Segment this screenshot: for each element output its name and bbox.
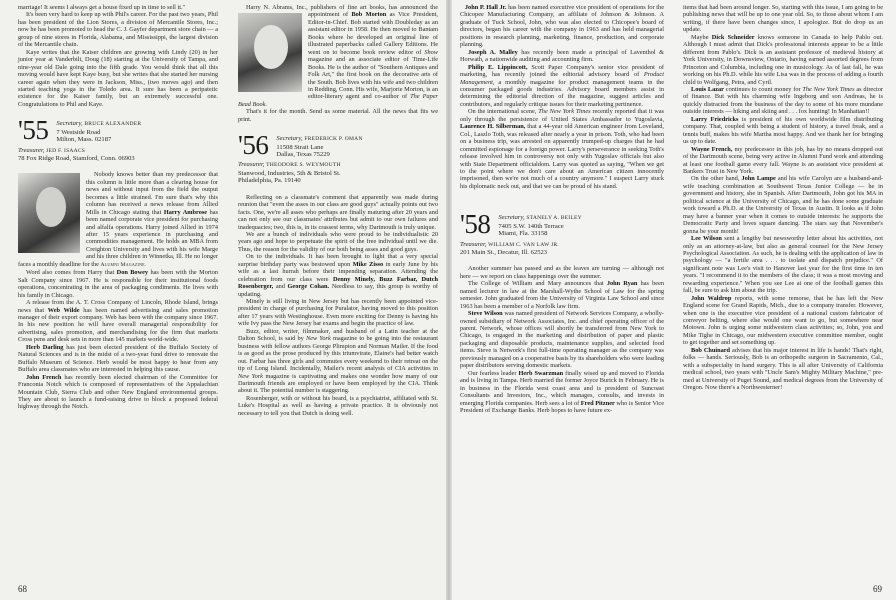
treasurer-name: WILLIAM C. VAN LAW JR.	[488, 241, 559, 248]
person-name: Bob Chuinard	[691, 346, 731, 354]
person-name: Philip E. Lippincott,	[468, 63, 528, 71]
paragraph: It's been very hard to keep up with Phil's career. For the past two years, Phil has been president of the Lion Stores, a division of Mercantile Stores, Inc.; now he has been promoted to head the C. J. Gayfer department store chain — a group of nine stores in Florida, Alabama, and Mississippi, the largest division of the Mercantile chain.	[18, 11, 218, 49]
secretary-name: STANELY A. BEILEY	[526, 215, 582, 222]
class-year: '56	[238, 130, 269, 161]
paragraph: Buzz, editor, writer, filmmaker, and husband of a Latin teacher at the Dalton School, is said by New York magazine to be going into the restaurant business with fellow authors George Plimpton and Norman Mailer. If the food is as good as the prose produced by this triumvirate, Elaine's had better watch out. Farbar has three girls and commutes every weekend to their retreat on the tip of Long Island. Incidentally, Mailer's recent analysis of CIA activities in New York magazine is captivating and makes one wonder how many of our Dartmouth friends are employed or have been employed by the CIA. Think about it. The potential number is staggering.	[238, 327, 439, 395]
column-6	[683, 4, 883, 392]
paragraph: On to the individuals. It has been brought to light that a very special surprise birthday party was bestowed upon Mike Zisso in early June by his wife as a last hurrah before their impending separation. Attending the celebration from our class were Denny Minely, Buzz Farbar, Dutch Rosenberger, and George Cohan. Needless to say, this group is worthy of updating.	[238, 253, 439, 298]
newspaper-title: The New York Times	[802, 85, 855, 93]
person-name: Steve Wilson	[468, 310, 503, 318]
photo-harry-ambrose	[18, 173, 80, 253]
paragraph: On the international scene, The New York Times recently reported that it was only through the persistence of United States Ambassador to Yugoslavia, Laurence H. Silberman, that a 44-year old American engineer from Loveland, Col., Laszlo Toth, was released after nearly a year in prison. Toth, who had been on a business trip, was arrested on apparently trumped-up charges that he had committed espionage for a foreign power. Larry's perseverance in seeking Toth's release involved him in controversy not only with Yugoslav officials but also with State Department officialdom. Larry was quoted as saying, "When we get to the point where we don't care about an American citizen innocently imprisoned, then we're not much of a country anymore." I suspect Larry stuck his diplomatic neck out, and that we can be proud of his stand.	[460, 108, 665, 190]
address-line: 7405 S.W. 140th Terrace	[498, 222, 564, 230]
paragraph: Reflecting on a classmate's comment that apparently was made during reunion that "even the asses in our class are good guys" actually points out two facts. One, we're all asses who perhaps are finally maturing after 20 years and can not only see our classmates' attributes but admit to our own failures and inadequacies; two, this is, in its crassest terms, why Dartmouth is truly unique.	[238, 193, 438, 231]
secretary-label: Secretary,	[498, 214, 525, 222]
treasurer-label: Treasurer,	[238, 161, 265, 169]
class-year: '55	[18, 115, 49, 146]
person-name: Web Wilde	[47, 306, 80, 314]
person-names: Denny Minely, Buzz Farbar, Dutch Rosenberger,	[238, 275, 438, 291]
paragraph: On the other hand, John Lampe and his wife Carolyn are a husband-and-wife teaching combination at Southwest Texas Junior College — he in government and history, she in Spanish. After Dartmouth, John got his MA in political science at the University of Chicago, and he has done some graduate work toward a Ph.D. at the University of Texas in Austin. It looks as if John may have a banner year when it comes to outside interests: he supports the Democratic Party and loves square dancing. The stars say that November's gonna be your month!	[683, 175, 884, 235]
address-line: Dallas, Texas 75229	[276, 151, 330, 159]
person-name: Herb Swarzman	[518, 369, 564, 377]
paragraph: A release from the A. T. Cross Company of Lincoln, Rhode Island, brings news that Web Wilde has been named advertising and sales promotion manager of their export company. Web has been with the company since 1967. In his new position he will have overall managerial responsibility for advertising, sales promotion, and merchandising for the firm that markets Cross pens and desk sets in more than 145 markets world-wide.	[18, 299, 218, 344]
person-name: Fred Pitzner	[580, 399, 615, 407]
treasurer-address	[460, 241, 664, 257]
person-name: Lee Wilson	[691, 235, 722, 243]
paragraph: Herb Darling has just been elected president of the Buffalo Society of Natural Sciences and is in the midst of a two-year fund drive to renovate the Buffalo Museum of Science. Herb would be most happy to hear from any Buffalo area classmates who are interested in helping this cause.	[18, 343, 218, 374]
paragraph: marriage! It seems I always get a house fixed up in time to sell it."	[18, 4, 186, 11]
paragraph: Lee Wilson sent a lengthy but newsworthy letter about his activities, not only as an attorney-at-law, but also as general counsel for the New Jersey Psychological Association. As such, he is dealing with the application of law in psychology — "a fertile area . . . to isolate and dispatch prejudice." Of significant note was Lee's visit to Hanover last year for the first time in ten years. "I recommend it to the members of the class; it was a most moving and rewarding experience." When you see Lee at one of the football games this fall, be sure to ask him about the trip.	[683, 235, 883, 295]
treasurer-name: THEODORE S. WEYMOUTH	[266, 162, 341, 169]
paragraph: Minely is still living in New Jersey but has recently been appointed vice-president in charge of purchasing for Puralator, having moved to this position after 17 years with Westinghouse. Even more exciting for Denny is having his wife Ivy pass the New Jersey bar exams and begin the practice of law.	[238, 298, 438, 328]
treasurer-name: JED F. ISAACS	[46, 147, 86, 154]
paragraph: Larry Friedricks is president of his own worldwide film distributing company. That, coupled with being a student of history, a travel freak, and a tennis buff, makes his wife Martha most happy. And we thank her for bringing us up to date.	[683, 115, 884, 146]
paragraph: That's it for the month. Send us some material. All the news that fits we print.	[238, 108, 438, 123]
secretary-address	[56, 118, 141, 143]
paragraph: Harry N. Abrams, Inc., publishers of fine art books, has announced the appointment of Bob Morton as Vice President, Editor-in-Chief. Bob started with Doubleday as an assistant editor in 1958. He then moved to Bantam Books where he developed an original line of illustrated paperbacks called Gallery Editions. He went on to become book review editor of Show magazine and an associate editor of Time-Life Books. He is the author of "Southern Antiques and Folk Art," the first book on the decorative arts of the South. Bob lives with his wife and two children in Redding, Conn. His wife, Marjorie Morton, is an editor-literary agent and co-author of The Paper Bead Book.	[238, 4, 438, 108]
person-name: Mike Zisso	[352, 260, 384, 268]
page-number-left: 68	[18, 584, 27, 594]
address-line: Philadelphia, Pa. 19140	[238, 177, 301, 185]
paragraph: John Waldrop reports, with some remorse, that he has left the New England scene for Grand Rapids, Mich., due to a company transfer. However, when one is the executive vice president of a national custom fabricator of conveyor belting, where else would one want to go, but somewhere near Motown. John is urging some midwestern class activities; so, John, you and Mike Tighe in Chicago, our midwestern executive committee member, ought to get together and set something up.	[683, 294, 883, 347]
secretary-name: FREDERICK P. OMAN	[304, 136, 363, 143]
treasurer-label: Treasurer,	[460, 240, 487, 248]
column-2	[238, 4, 438, 417]
paragraph: Nobody knows better than my predecessor that this column is little more than a clearing house for news and without input from the field the output becomes a little strained. I'm sure that's why this column has received a news release from Allied Mills in Chicago stating that Harry Ambrose has been named corporate vice president for purchasing and alfalfa operations. Harry joined Allied in 1974 after 15 years experience in purchasing and commodities management. He holds an MBA from Creighton University and lives with his wife Marge and his three children in Winnetka, Ill. He no longer faces a monthly deadline for the Alumni Magazine.	[18, 171, 218, 268]
person-name: Louis Lazar	[691, 85, 724, 93]
person-name: Joseph A. Malley	[468, 48, 518, 56]
page-number-right: 69	[873, 584, 882, 594]
paragraph: Word also comes from Harry that Don Bowey has been with the Morton Salt Company since 1967. He is responsible for their institutional foods operations, concentrating in the area of packaging condiments. He lives with his family in Chicago.	[18, 269, 218, 299]
address-line: 201 Main St., Decatur, Ill. 62523	[460, 248, 548, 256]
address-line: 7 Westside Road	[56, 128, 101, 136]
column-4	[460, 4, 664, 414]
person-name: Wayne French,	[691, 145, 733, 153]
magazine-title: Product Management,	[460, 71, 664, 86]
secretary-name: BRUCE ALEXANDER	[84, 121, 142, 128]
person-name: John French	[26, 373, 62, 381]
address-line: 11508 Strait Lane	[276, 143, 324, 151]
person-name: Harry Ambrose	[163, 208, 208, 216]
book-title: The Paper Bead Book.	[238, 93, 438, 108]
person-name: John Waldrop	[691, 294, 732, 302]
secretary-address	[498, 212, 581, 237]
person-name: Larry Friedricks	[691, 115, 739, 123]
magazine-title: New York	[306, 335, 331, 343]
paragraph: Wayne French, my predecessor in this job, has by no means dropped out of the Dartmouth scene, being very active in Alumni Fund work and attending at least one football game every fall. Wayne is an assistant vice president at Bankers Trust in New York.	[683, 145, 883, 175]
address-line: Miami, Fla. 33158	[498, 230, 548, 238]
person-name: Laurence H. Silberman,	[460, 123, 526, 131]
paragraph: Another summer has passed and as the leaves are turning — although not here — we report on class happenings over the summer.	[460, 265, 664, 280]
treasurer-label: Treasurer,	[18, 146, 45, 154]
paragraph: Kaye writes that the Kaiser children are growing with Lindy (20) in her junior year at Vanderbilt, Doug (18) starting at the University of Tampa, and nine-year old Dale going into the fifth grade. You would think that all this moving would have kept Kaye busy, but she writes that she started her nursing career again when they were in Jackson, Miss., (two moves ago) and then started teaching yoga in the Toledo area. It sure has been a peripatetic existence for the Kaiser family, but an extremely successful one. Congratulations to Phil and Kaye.	[18, 48, 218, 108]
person-name: Don Bowey	[116, 269, 149, 277]
paragraph: John French has recently been elected chairman of the Committee for Franconia Notch which is composed of representatives of the Appalachian Mountain Club, Sierra Club and other New England environmental groups. They are about to launch a fund-raising drive to block a proposed federal highway through the Notch.	[18, 373, 218, 411]
address-line: Stanwood, Industries, 5th & Bristol St.	[238, 169, 341, 177]
person-name: John P. Hall Jr.	[464, 4, 507, 11]
treasurer-address	[238, 161, 438, 184]
secretary-address	[276, 133, 362, 158]
person-name: Dick Schneider	[711, 33, 755, 41]
magazine-title: New York	[238, 372, 263, 380]
paragraph: Steve Wilson was named president of Network Services Company, a wholly-owned subsidiary of Network Associates, Inc. and chief operating officer of the parent. Network, whose offices will shortly be transferred from New York to Chicago, is engaged in the marketing and distribution of paper and plastic packaging and disposable products, maintenance supplies, and selected food items. Steve is Network's first full-time operating manager as the company was previously managed on a cooperative basis by its shareholders who were leading paper distributors serving domestic markets.	[460, 310, 664, 370]
class-header-55	[18, 115, 218, 146]
paragraph: Rosenberger, with or without his beard, is a psychiatrist, affiliated with St. Luke's Hospital as well as having a private practice. It is obviously not necessary to tell you that Dutch is doing well.	[238, 394, 438, 417]
class-header-56	[238, 130, 438, 161]
person-name: John Ryan	[606, 280, 638, 288]
person-name: John Lampe	[741, 175, 776, 183]
person-name: George Cohan.	[287, 283, 330, 291]
person-name: Bob Morton	[351, 11, 387, 19]
paragraph: Our fearless leader Herb Swarzman finally wised up and moved to Florida and is living in Tampa. Herb married the former Joyce Burick in February. He is in business in the Florida west coast area and is president of Suncoast Consultants and Investors, Inc., which manages, consults, and invests in emerging Florida companies. Herb sees a lot of Fred Pitzner who is Senior Vice President of Exchange Banks. Herb hopes to have future ex-	[460, 369, 665, 414]
paragraph: John P. Hall Jr. has been named executive vice president of operations for the Chicopee Manufacturing Company, an affiliate of Johnson & Johnson. A graduate of Tuck School, John, who was also elected to Chicopee's board of directors, began his career with the company in 1963 and has held managerial positions in research planning, marketing, finance, production, and corporate planning.	[460, 4, 664, 49]
paragraph: Bob Chuinard advises that his major interest in life is hands! That's right, folks — hands. Seriously, Bob is an orthopedic surgeon in Sacramento, Cal., with a subspecialty in hand surgery. This is all after University of California medical school, two years with "Uncle Sam's Mighty Military Machine," pre-med at University of Puget Sound, and medical degrees from the University of Oregon. Now there's a Northwesterner!	[683, 346, 883, 392]
address-line: Milton, Mass. 02187	[56, 136, 112, 144]
page-gutter	[446, 0, 452, 600]
paragraph: We are a bunch of individuals who were proud to be individualistic 20 years ago and hope to perpetuate the spirit of the free individual until we die. Thus, the reason for the validity of our both being asses and good guys.	[238, 230, 438, 253]
magazine-name: Alumni Magazine.	[100, 261, 147, 268]
secretary-label: Secretary,	[56, 120, 83, 128]
column-1	[18, 4, 218, 411]
magazine-title: Show	[424, 48, 438, 56]
paragraph: Maybe Dick Schneider knows someone in Canada to help Pablo out. Although I must admit that Dick's professional interests appear to be a little different from Pablo's. Dick is an assistant professor of medieval history at York University, in Downsview, Ontario, having earned assorted degrees from Princeton and Columbia, including one in musicology. As of last fall, he was working on his Ph.D. while his wife Lisa was in the process of adding a fourth child to Wolfgang, Petra, and Cyril.	[683, 33, 883, 86]
class-year: '58	[460, 209, 491, 240]
paragraph: items that had been around longer. So, starting with this issue, I am going to be publishing news that will be up to one year old. So, to those about whom I am writing, if there have been changes since, I apologize. But do drop us an update.	[683, 4, 883, 34]
address-line: 78 Fox Ridge Road, Stamford, Conn. 06903	[18, 154, 135, 162]
newspaper-title: The New York Times	[538, 108, 591, 116]
class-header-58	[460, 209, 664, 240]
paragraph: Philip E. Lippincott, Scott Paper Company's senior vice president of marketing, has recently joined the editorial advisory board of Product Management, a monthly magazine for product management teams in the consumer packaged goods industries. Advisory board members assist in determining the editorial direction of the magazine, suggest articles and contributors, and regularly critique issues for their marketing pertinence.	[460, 63, 665, 108]
person-name: Herb Darling	[26, 343, 64, 351]
treasurer-address	[18, 147, 218, 163]
paragraph: Joseph A. Malley has recently been made a principal of Laventhol & Horwath, a nationwide auditing and accounting firm.	[460, 48, 664, 64]
paragraph: The College of William and Mary announces that John Ryan has been named lecturer in law at the Marshall-Wythe School of Law for the spring semester. John graduated from the University of Virginia Law School and since 1963 has been a member of a Norfolk law firm.	[460, 280, 665, 310]
photo-bob-morton	[238, 13, 302, 92]
paragraph: Louis Lazar continues to count money for The New York Times as director of finance. But with his charming wife Ingeborg and son Andreas, he is quickly distracted from the business of the day to some of his more mundane outside interests — hiking and skiing and . . . fox hunting! In Manhattan!!	[683, 85, 884, 116]
secretary-label: Secretary,	[276, 135, 303, 143]
